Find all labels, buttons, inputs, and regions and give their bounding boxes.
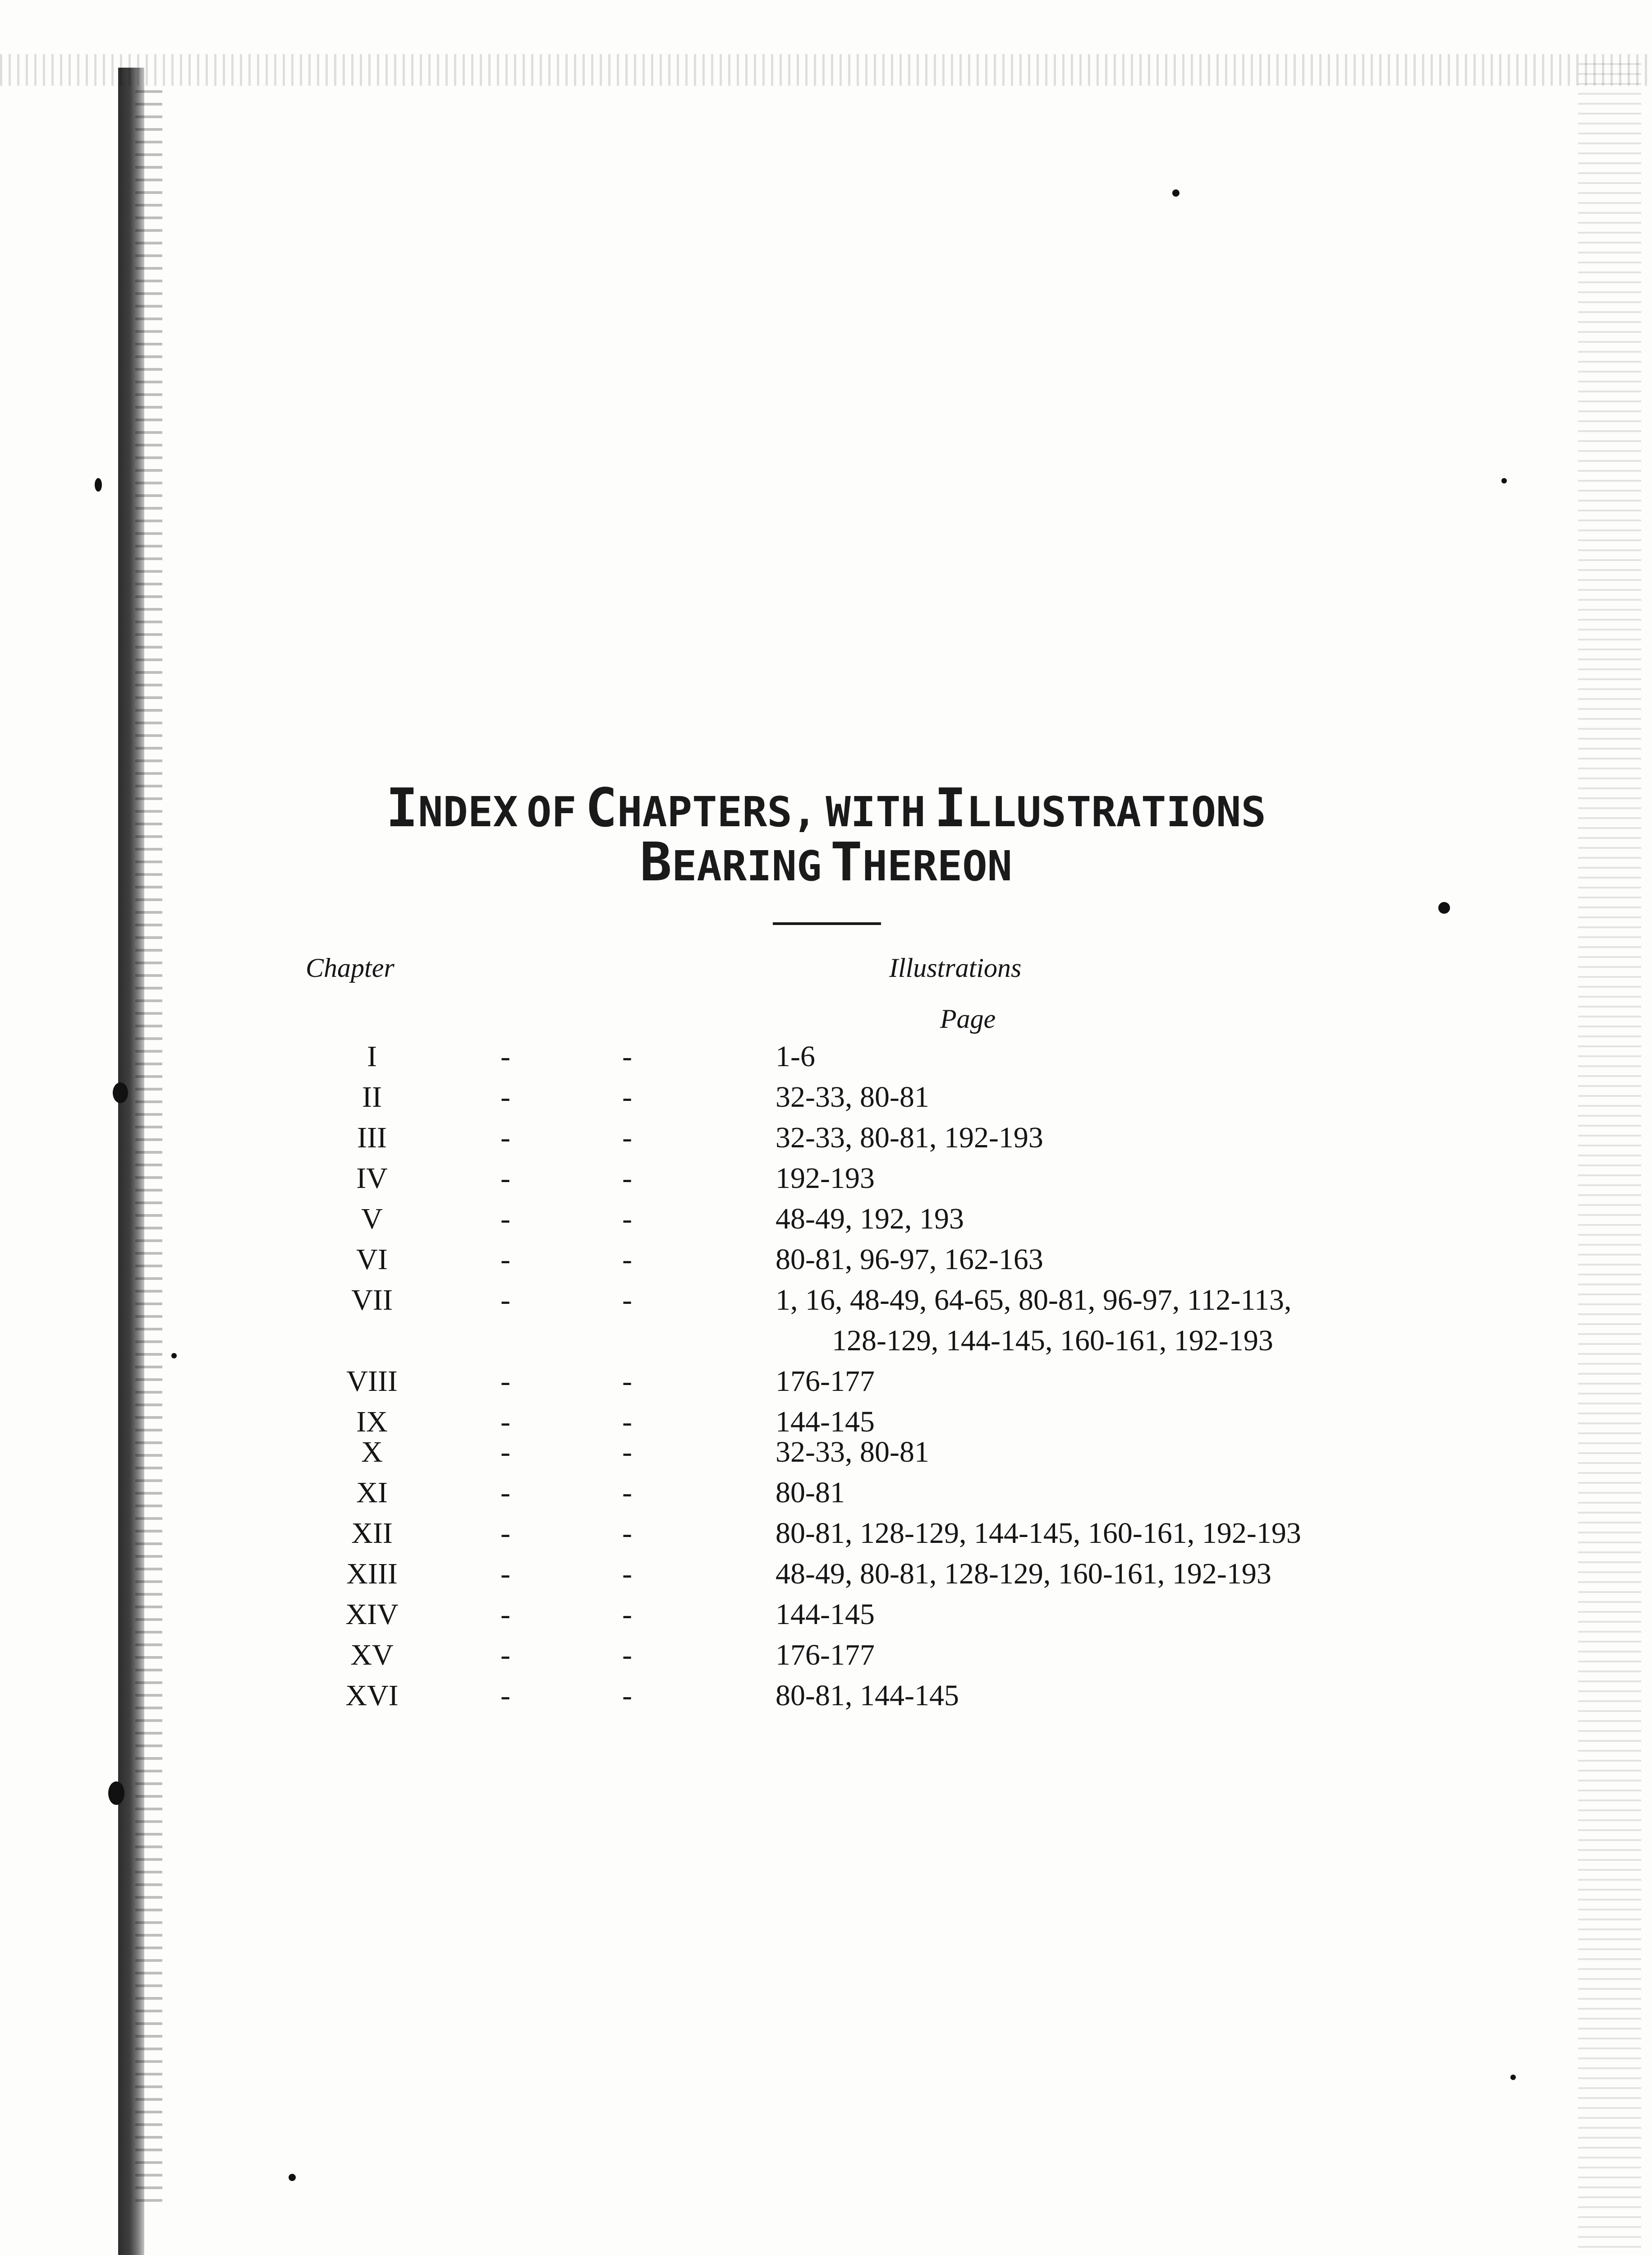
leader-dash: -: [500, 1121, 510, 1154]
title-rule: [773, 922, 881, 925]
illustration-pages: 80-81: [776, 1476, 845, 1509]
chapter-number: IX: [356, 1405, 388, 1438]
leader-dash: -: [622, 1081, 632, 1114]
speck: [1438, 902, 1450, 914]
illustration-pages: 144-145: [776, 1598, 875, 1631]
table-row: [0, 1080, 1652, 1121]
chapter-number: III: [357, 1121, 387, 1154]
leader-dash: -: [500, 1476, 510, 1509]
leader-dash: -: [500, 1557, 510, 1590]
chapter-number: XIII: [346, 1557, 398, 1590]
leader-dash: -: [622, 1557, 632, 1590]
chapter-number: II: [362, 1081, 382, 1114]
title-word-rest: HEREON: [862, 842, 1013, 890]
title-word: [526, 788, 577, 836]
illustration-pages: 176-177: [776, 1365, 875, 1398]
illustration-pages: 32-33, 80-81: [776, 1436, 929, 1468]
title-word-initial: T: [830, 831, 863, 893]
table-row: [0, 1161, 1652, 1202]
page-title-line-1: [0, 777, 1652, 839]
illustration-pages: 128-129, 144-145, 160-161, 192-193: [832, 1324, 1273, 1357]
leader-dash: -: [622, 1476, 632, 1509]
chapter-number: V: [361, 1202, 383, 1235]
leader-dash: -: [500, 1638, 510, 1671]
leader-dash: -: [500, 1436, 510, 1468]
top-edge-noise: [0, 54, 1652, 86]
leader-dash: -: [622, 1517, 632, 1550]
title-word: [826, 788, 926, 836]
illustration-pages: 1, 16, 48-49, 64-65, 80-81, 96-97, 112-113,: [776, 1284, 1292, 1316]
leader-dash: -: [622, 1638, 632, 1671]
leader-dash: -: [622, 1284, 632, 1316]
leader-dash: -: [622, 1202, 632, 1235]
table-row: [0, 1557, 1652, 1597]
chapter-number: IV: [356, 1162, 388, 1195]
table-row: [0, 1202, 1652, 1243]
leader-dash: -: [500, 1365, 510, 1398]
illustration-pages: 32-33, 80-81: [776, 1081, 929, 1114]
chapter-number: XVI: [345, 1679, 399, 1712]
title-word: [585, 777, 817, 839]
leader-dash: -: [500, 1598, 510, 1631]
speck: [1501, 478, 1507, 483]
leader-dash: -: [622, 1365, 632, 1398]
table-row: [0, 1597, 1652, 1638]
leader-dash: -: [622, 1598, 632, 1631]
leader-dash: -: [500, 1517, 510, 1550]
title-word-rest: HAPTERS,: [617, 788, 817, 836]
leader-dash: -: [622, 1436, 632, 1468]
table-row: [0, 1435, 1652, 1476]
leader-dash: -: [500, 1162, 510, 1195]
chapter-number: VI: [356, 1243, 388, 1276]
table-row: [0, 1243, 1652, 1283]
title-word-rest: OF: [526, 788, 577, 836]
table-row: [0, 1476, 1652, 1516]
leader-dash: -: [500, 1081, 510, 1114]
chapter-number: VII: [351, 1284, 393, 1316]
title-word: [386, 777, 518, 839]
leader-dash: -: [500, 1040, 510, 1073]
title-word-initial: B: [639, 831, 672, 893]
illustrations-column-header: Illustrations: [889, 953, 1022, 983]
chapter-number: XIV: [345, 1598, 399, 1631]
illustration-pages: 1-6: [776, 1040, 815, 1073]
title-word: [934, 777, 1266, 839]
leader-dash: -: [622, 1679, 632, 1712]
leader-dash: -: [500, 1202, 510, 1235]
speck: [108, 1781, 124, 1805]
chapter-number: XII: [351, 1517, 393, 1550]
leader-dash: -: [500, 1405, 510, 1438]
table-row: [0, 1364, 1652, 1405]
page-title-line-2: [0, 831, 1652, 893]
leader-dash: -: [500, 1243, 510, 1276]
speck: [95, 478, 102, 492]
illustration-pages: 32-33, 80-81, 192-193: [776, 1121, 1043, 1154]
chapter-number: XI: [356, 1476, 388, 1509]
title-word-rest: WITH: [826, 788, 926, 836]
illustration-pages: 192-193: [776, 1162, 875, 1195]
leader-dash: -: [622, 1162, 632, 1195]
chapter-column-header: Chapter: [306, 953, 395, 983]
illustration-pages: 176-177: [776, 1638, 875, 1671]
table-row: [0, 1516, 1652, 1557]
chapter-number: X: [361, 1436, 383, 1468]
chapter-number: I: [367, 1040, 377, 1073]
title-word-rest: LLUSTRATIONS: [966, 788, 1266, 836]
illustration-pages: 80-81, 96-97, 162-163: [776, 1243, 1043, 1276]
chapter-number: VIII: [346, 1365, 398, 1398]
illustration-pages: 144-145: [776, 1405, 875, 1438]
table-row: [0, 1679, 1652, 1719]
speck: [289, 2174, 296, 2181]
illustration-pages: 80-81, 144-145: [776, 1679, 959, 1712]
table-row: [0, 1638, 1652, 1679]
title-word-rest: EARING: [672, 842, 822, 890]
title-word-initial: C: [585, 777, 618, 839]
speck: [1172, 189, 1179, 197]
title-word: [639, 831, 822, 893]
illustration-pages: 80-81, 128-129, 144-145, 160-161, 192-193: [776, 1517, 1301, 1550]
leader-dash: -: [622, 1121, 632, 1154]
chapter-number: XV: [350, 1638, 394, 1671]
illustration-pages: 48-49, 192, 193: [776, 1202, 964, 1235]
table-row: [0, 1040, 1652, 1080]
leader-dash: -: [500, 1679, 510, 1712]
page-column-header: Page: [940, 1004, 996, 1034]
leader-dash: -: [622, 1040, 632, 1073]
leader-dash: -: [500, 1284, 510, 1316]
title-word-initial: I: [386, 777, 418, 839]
title-word-initial: I: [934, 777, 967, 839]
table-row: [0, 1121, 1652, 1161]
speck: [171, 1353, 177, 1358]
speck: [1510, 2075, 1516, 2080]
leader-dash: -: [622, 1243, 632, 1276]
title-word: [830, 831, 1013, 893]
illustration-pages: 48-49, 80-81, 128-129, 160-161, 192-193: [776, 1557, 1271, 1590]
table-row: [0, 1283, 1652, 1357]
leader-dash: -: [622, 1405, 632, 1438]
title-word-rest: NDEX: [418, 788, 518, 836]
